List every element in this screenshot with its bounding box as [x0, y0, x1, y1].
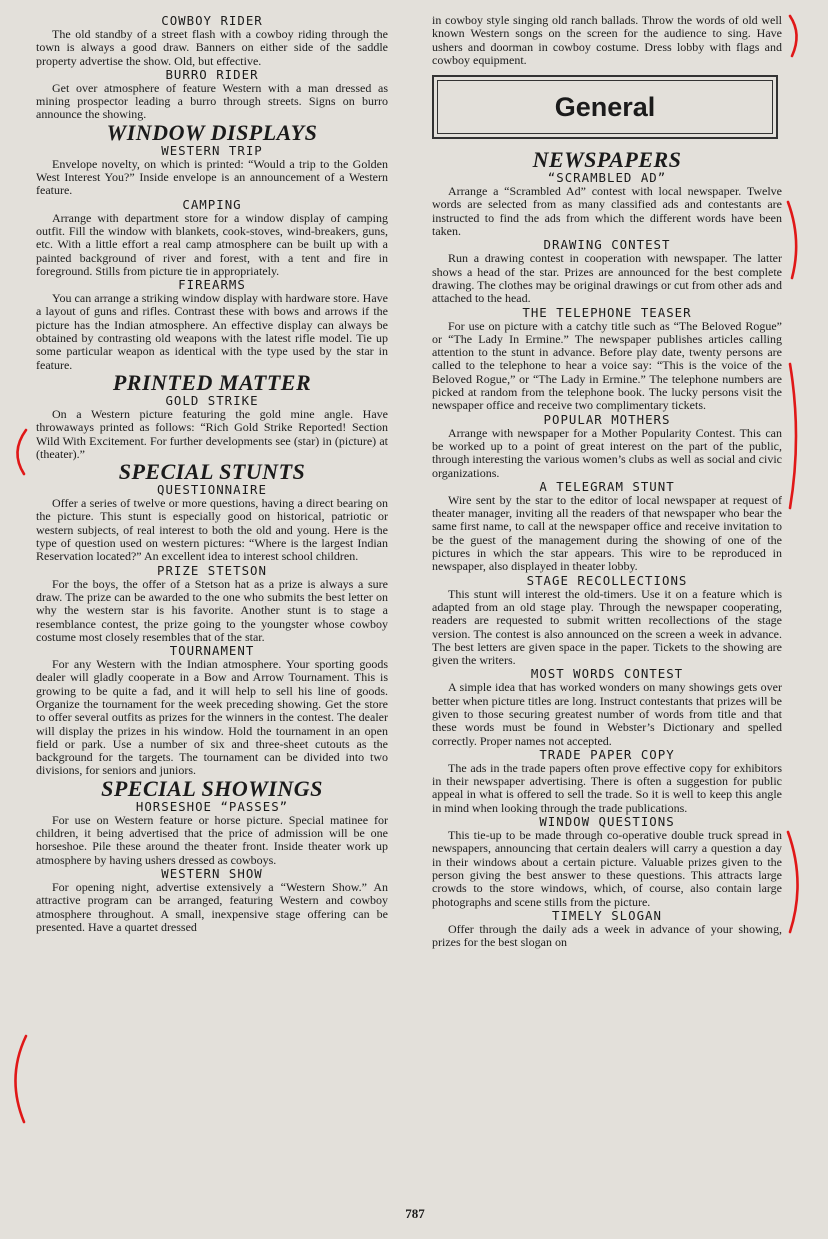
section-heading: SPECIAL STUNTS — [118, 459, 306, 485]
article-body: The old standby of a street flash with a cowboy riding through the town is always a good draw. Banners on either side of the saddle property advertise the show. Old, but effective. — [36, 27, 388, 68]
article-heading: STAGE RECOLLECTIONS — [526, 572, 688, 588]
article-heading: “SCRAMBLED AD” — [547, 170, 667, 186]
left-column — [36, 14, 388, 934]
article-body: The ads in the trade papers often prove effective copy for exhibitors in their newspaper advertising. There is often a suggestion for public appeal in what is offered to sell the trade. So it is well to keep this angle in mind when looking through the trade publications. — [432, 760, 782, 815]
article-heading: DRAWING CONTEST — [543, 237, 671, 253]
article-heading: TRADE PAPER COPY — [539, 746, 675, 762]
red-margin-mark-2 — [782, 200, 806, 280]
article-heading: POPULAR MOTHERS — [543, 411, 671, 427]
general-section-box — [432, 75, 778, 139]
article-body: Offer through the daily ads a week in advance of your showing, prizes for the best slogan on — [432, 921, 782, 950]
red-margin-mark-1 — [784, 14, 808, 58]
article-heading: A TELEGRAM STUNT — [539, 478, 675, 494]
general-section-title: General — [554, 91, 656, 122]
article-body: For the boys, the offer of a Stetson hat as a prize is always a sure draw. The prize can be awarded to the one who submits the best letter on why the western star is his favorite. Another stunt is to stage a resemblance contest, the prize going to the youngster whose cowboy costume most closely resembles that of the star. — [36, 576, 388, 644]
article-heading: THE TELEPHONE TEASER — [522, 304, 692, 320]
section-heading: PRINTED MATTER — [112, 369, 312, 395]
article-heading: TOURNAMENT — [169, 643, 255, 659]
article-body: Offer a series of twelve or more questions, having a direct bearing on the picture. This stunt is especially good on historical, patriotic or western subjects, of real interest to both the old and young. Here is the type of question used on western pictures: “Where is the largest Indian Reservation located?” An excellent idea to interest school children. — [36, 496, 388, 564]
article-heading: WESTERN SHOW — [161, 865, 263, 881]
right-column-continuation — [432, 14, 782, 67]
article-heading: WINDOW QUESTIONS — [539, 814, 675, 830]
article-body: You can arrange a striking window display with hardware store. Have a layout of guns and rifles. Contrast these with bows and arrows if the picture has the Indian atmosphere. An effective display can always be obtained by contrasting old weapons with the latest rifle model. Tie up some particular weapon as identical with the type used by the star in feature. — [36, 291, 388, 372]
article-body: For any Western with the Indian atmosphere. Your sporting goods dealer will gladly cooperate in a Bow and Arrow Tournament. This is growing to be quite a fad, and it will help to sell his line of goods. Organize the tournament for the week preceding showing. Get the store to offer several outfits as prizes for the winners in the contest. The dealer will display the prizes in his window. Hold the tournament in an open field or park. Use a number of six and three-sheet cutouts as the background for the targets. The tournament can be divided into two divisions, for seniors and juniors. — [36, 657, 388, 778]
article-body: A simple idea that has worked wonders on many showings gets over better when picture titles are long. Instruct contestants that prizes will be given to those securing greatest number of words from title and that these words must be found in Webster’s Dictionary and spelled correctly. Proper names not accepted. — [432, 680, 782, 748]
article-body: Envelope novelty, on which is printed: “Would a trip to the Golden West Interest You?” Inside envelope is an announcement of a Western feature. — [36, 156, 388, 198]
article-body: Wire sent by the star to the editor of local newspaper at request of theater manager, inviting all the readers of that newspaper who bear the same first name, to call at the newspaper office and receive invitation to be the guest of the management during the showing of one of the pictures in which the star appears. This wire to be reproduced in newspaper, also displayed in theater lobby. — [432, 492, 782, 574]
red-margin-mark-5 — [8, 428, 32, 476]
article-heading: BURRO RIDER — [165, 66, 259, 82]
section-heading: WINDOW DISPLAYS — [106, 119, 318, 145]
article-body: This tie-up to be made through co-operative double truck spread in newspapers, announcing that certain dealers will carry a question a day in their windows about a certain picture. Valuable prizes given to the person giving the best answer to these questions. This attracts large crowds to the store windows, which, of course, also contain large photographs and scene stills from the picture. — [432, 828, 782, 909]
article-body: Get over atmosphere of feature Western with a man dressed as mining prospector leading a burro through streets. Signs on burro announce the showing. — [36, 80, 388, 122]
red-margin-mark-4 — [784, 830, 808, 934]
article-body: This stunt will interest the old-timers. Use it on a feature which is adapted from an old stage play. Through the newspaper cooperating, readers are requested to submit written recollections of the stage version. The contest is also announced on the screen a week in advance. The best letters are given space in the paper. Tickets to the showing are given the writers. — [432, 586, 782, 668]
right-column-articles — [432, 149, 782, 949]
article-heading: CAMPING — [182, 196, 242, 212]
red-margin-mark-6 — [6, 1034, 32, 1124]
article-body: Run a drawing contest in cooperation with newspaper. The latter shows a head of the star. Prizes are announced for the best complete drawing. The clothes may be original drawings or cut from other ads and attached to the head. — [432, 251, 783, 306]
article-heading: PRIZE STETSON — [157, 562, 267, 578]
article-body: Arrange with newspaper for a Mother Popularity Contest. This can be worked up to a point of great interest on the part of the public, through interesting the various women’s clubs as well as social and civic organizations. — [432, 425, 782, 480]
red-margin-mark-3 — [784, 362, 808, 510]
article-heading: TIMELY SLOGAN — [552, 907, 662, 923]
article-heading: HORSESHOE “PASSES” — [135, 798, 289, 814]
article-body: Arrange with department store for a window display of camping outfit. Fill the window with blankets, cook-stoves, wind-breakers, guns, etc. With a little effort a real camp atmosphere can be built up with a painted background of river and forest, with a tent and fire in foreground. Stills from picture tie in appropriately. — [36, 210, 388, 278]
article-heading: MOST WORDS CONTEST — [530, 666, 684, 682]
general-section-box-inner — [437, 80, 773, 134]
article-body: For use on Western feature or horse picture. Special matinee for children, it being advertised that the price of admission will be one horseshoe. Pile these around the theater front. Inside theater work up atmosphere by having ushers dressed as cowboys. — [36, 812, 388, 867]
article-body: in cowboy style singing old ranch ballads. Throw the words of old well known Western songs on the screen for the audience to sing. Have ushers and doorman in cowboy costume. Dress lobby with flags and cowboy equipment. — [432, 13, 782, 67]
article-heading: QUESTIONNAIRE — [157, 482, 267, 498]
article-heading: FIREARMS — [178, 277, 246, 293]
section-heading: NEWSPAPERS — [532, 147, 682, 173]
section-heading: SPECIAL SHOWINGS — [101, 775, 323, 801]
right-column — [432, 14, 782, 949]
article-heading: GOLD STRIKE — [165, 392, 259, 408]
page-number: 787 — [405, 1206, 425, 1221]
article-body: For use on picture with a catchy title such as “The Beloved Rogue” or “The Lady In Ermine.” The newspaper publishes articles calling attention to the stunt in advance. Before play date, twenty persons are called to the telephone to hear a voice say: “This is the voice of the Beloved Rogue,” or “The Lady in Ermine.” The telephone numbers are picked at random from the telephone book. The lucky persons visit the newspaper office and receive two complimentary tickets. — [432, 318, 782, 413]
article-body: Arrange a “Scrambled Ad” contest with local newspaper. Twelve words are selected from as many classified ads and contestants are instructed to find the ads from which the different words have been taken. — [432, 184, 782, 239]
article-heading: WESTERN TRIP — [161, 142, 263, 158]
article-body: On a Western picture featuring the gold mine angle. Have throwaways printed as follows: “Rich Gold Strike Reported! Section Wild With Excitement. For further developments see (star) in (picture) at (theater).” — [36, 406, 388, 461]
article-body: For opening night, advertise extensively a “Western Show.” An attractive program can be arranged, featuring Western and cowboy atmosphere throughout. A small, inexpensive stage offering can be presented. Have a quartet dressed — [36, 879, 388, 934]
article-heading: COWBOY RIDER — [161, 13, 263, 28]
